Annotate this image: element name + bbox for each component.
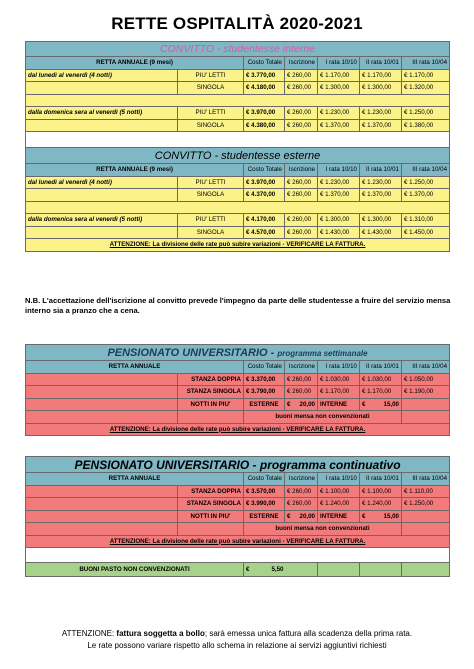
iscrizione: € 260,00	[285, 82, 318, 95]
rata1: € 1.100,00	[318, 485, 360, 498]
table-row	[26, 498, 450, 511]
nb-note: N.B. L'accettazione dell'iscrizione al convitto prevede l'impegno da parte delle studentesse a fruire del servizio mensa interno sia a pranzo che a cena.	[25, 296, 451, 315]
col-header-iscrizione: Iscrizione	[285, 164, 318, 177]
iscrizione: € 260,00	[285, 214, 318, 227]
header-label: RETTA ANNUALE (9 mesi)	[26, 57, 244, 70]
total-cost: € 3.970,00	[244, 176, 285, 189]
rata1: € 1.300,00	[318, 82, 360, 95]
col-header-total: Costo Totale	[244, 164, 285, 177]
col-header-rata2: II rata 10/01	[360, 57, 402, 70]
col-header-rata3: III rata 10/04	[402, 164, 450, 177]
col-header-iscrizione: Iscrizione	[285, 361, 318, 374]
total-cost: € 3.990,00	[244, 498, 285, 511]
rata2: € 1.300,00	[360, 214, 402, 227]
rata1: € 1.370,00	[318, 189, 360, 202]
col-header-rata3: III rata 10/04	[402, 57, 450, 70]
esterne-price: € 20,00	[285, 510, 318, 523]
header-label: RETTA ANNUALE (9 mesi)	[26, 164, 244, 177]
rata3: € 1.250,00	[402, 176, 450, 189]
rata3: € 1.190,00	[402, 386, 450, 399]
rata3: € 1.370,00	[402, 189, 450, 202]
page-title: RETTE OSPITALITÀ 2020-2021	[111, 14, 363, 33]
col-header-total: Costo Totale	[244, 473, 285, 486]
total-cost: € 3.970,00	[244, 107, 285, 120]
col-header-rata1: I rata 10/10	[318, 57, 360, 70]
col-header-rata1: I rata 10/10	[318, 164, 360, 177]
rata1: € 1.430,00	[318, 226, 360, 239]
table-row	[26, 82, 450, 95]
interne-price: € 15,00	[360, 510, 402, 523]
iscrizione: € 260,00	[285, 189, 318, 202]
warning-text: ATTENZIONE: La divisione delle rate può subire variazioni - VERIFICARE LA FATTURA.	[26, 239, 450, 252]
pensionato-settimanale-title: PENSIONATO UNIVERSITARIO - programma settimanale	[26, 345, 450, 361]
table-row	[26, 214, 450, 227]
iscrizione: € 260,00	[285, 176, 318, 189]
rata2: € 1.300,00	[360, 82, 402, 95]
rata2: € 1.100,00	[360, 485, 402, 498]
buoni-mensa-label: buoni mensa non convenzionati	[244, 523, 402, 536]
room-type: PIU' LETTI	[178, 176, 244, 189]
warning-text: ATTENZIONE: La divisione delle rate può subire variazioni - VERIFICARE LA FATTURA.	[26, 423, 450, 436]
total-cost: € 4.370,00	[244, 189, 285, 202]
col-header-rata1: I rata 10/10	[318, 361, 360, 374]
table-row	[26, 69, 450, 82]
footer-line-1: ATTENZIONE: fattura soggetta a bollo; sarà emessa unica fattura alla scadenza della prima rata.	[61, 629, 413, 638]
total-cost: € 3.770,00	[244, 69, 285, 82]
col-header-iscrizione: Iscrizione	[285, 473, 318, 486]
spacer-row	[26, 132, 450, 148]
room-type: PIU' LETTI	[178, 214, 244, 227]
rata2: € 1.170,00	[360, 69, 402, 82]
rata2: € 1.240,00	[360, 498, 402, 511]
total-cost: € 4.180,00	[244, 82, 285, 95]
rata1: € 1.030,00	[318, 373, 360, 386]
table-row	[26, 107, 450, 120]
buoni-pasto-row	[26, 563, 450, 577]
extra-nights-row	[26, 398, 450, 411]
iscrizione: € 260,00	[285, 485, 318, 498]
col-header-rata2: II rata 10/01	[360, 361, 402, 374]
rata2: € 1.430,00	[360, 226, 402, 239]
rata3: € 1.250,00	[402, 107, 450, 120]
esterne-label: ESTERNE	[244, 398, 285, 411]
total-cost: € 4.570,00	[244, 226, 285, 239]
rata3: € 1.050,00	[402, 373, 450, 386]
rata2: € 1.030,00	[360, 373, 402, 386]
table-row	[26, 373, 450, 386]
rata1: € 1.300,00	[318, 214, 360, 227]
table-row	[26, 189, 450, 202]
col-header-rata3: III rata 10/04	[402, 361, 450, 374]
rata3: € 1.450,00	[402, 226, 450, 239]
warning-text: ATTENZIONE: La divisione delle rate può subire variazioni - VERIFICARE LA FATTURA.	[26, 535, 450, 548]
footer-line-2: Le rate possono variare rispetto allo schema in relazione ai servizi aggiuntivi richiesti	[87, 641, 387, 650]
iscrizione: € 260,00	[285, 373, 318, 386]
table-row	[26, 485, 450, 498]
notti-label: NOTTI IN PIU'	[178, 398, 244, 411]
rata1: € 1.230,00	[318, 176, 360, 189]
pensionato-settimanale-table	[25, 344, 450, 436]
rata1: € 1.170,00	[318, 386, 360, 399]
col-header-total: Costo Totale	[244, 57, 285, 70]
iscrizione: € 260,00	[285, 69, 318, 82]
iscrizione: € 260,00	[285, 119, 318, 132]
rata3: € 1.110,00	[402, 485, 450, 498]
room-type: SINGOLA	[178, 119, 244, 132]
rata3: € 1.250,00	[402, 498, 450, 511]
rata1: € 1.170,00	[318, 69, 360, 82]
interne-label: INTERNE	[318, 510, 360, 523]
spacer-row	[26, 201, 450, 214]
col-header-rata3: III rata 10/04	[402, 473, 450, 486]
extra-nights-row	[26, 510, 450, 523]
room-type: STANZA DOPPIA	[178, 373, 244, 386]
iscrizione: € 260,00	[285, 107, 318, 120]
room-type: STANZA SINGOLA	[178, 386, 244, 399]
spacer-row	[26, 94, 450, 107]
total-cost: € 4.380,00	[244, 119, 285, 132]
room-type: SINGOLA	[178, 189, 244, 202]
room-type: PIU' LETTI	[178, 107, 244, 120]
notti-label: NOTTI IN PIU'	[178, 510, 244, 523]
rata2: € 1.230,00	[360, 107, 402, 120]
group-label: dal lunedì al venerdì (4 notti)	[26, 69, 178, 82]
table-row	[26, 386, 450, 399]
convitto-table	[25, 41, 450, 252]
group-label: dal lunedì al venerdì (4 notti)	[26, 176, 178, 189]
rata2: € 1.230,00	[360, 176, 402, 189]
rata3: € 1.310,00	[402, 214, 450, 227]
room-type: SINGOLA	[178, 226, 244, 239]
rata1: € 1.370,00	[318, 119, 360, 132]
iscrizione: € 260,00	[285, 226, 318, 239]
rata3: € 1.170,00	[402, 69, 450, 82]
esterne-price: € 20,00	[285, 398, 318, 411]
room-type: STANZA DOPPIA	[178, 485, 244, 498]
header-label: RETTA ANNUALE	[26, 361, 244, 374]
table-row	[26, 176, 450, 189]
total-cost: € 3.570,00	[244, 485, 285, 498]
table-row	[26, 119, 450, 132]
rata2: € 1.170,00	[360, 386, 402, 399]
total-cost: € 4.170,00	[244, 214, 285, 227]
rata3: € 1.380,00	[402, 119, 450, 132]
convitto-esterne-title: CONVITTO - studentesse esterne	[26, 148, 450, 164]
col-header-rata1: I rata 10/10	[318, 473, 360, 486]
iscrizione: € 260,00	[285, 498, 318, 511]
pensionato-continuativo-title: PENSIONATO UNIVERSITARIO - programma continuativo	[26, 457, 450, 473]
rata2: € 1.370,00	[360, 119, 402, 132]
convitto-interne-title: CONVITTO - studentesse interne	[26, 42, 450, 57]
interne-price: € 15,00	[360, 398, 402, 411]
buoni-mensa-label: buoni mensa non convenzionati	[244, 411, 402, 424]
col-header-total: Costo Totale	[244, 361, 285, 374]
room-type: SINGOLA	[178, 82, 244, 95]
spacer-row	[26, 548, 450, 563]
header-label: RETTA ANNUALE	[26, 473, 244, 486]
group-label: dalla domenica sera al venerdì (5 notti)	[26, 107, 178, 120]
rata3: € 1.320,00	[402, 82, 450, 95]
total-cost: € 3.790,00	[244, 386, 285, 399]
iscrizione: € 260,00	[285, 386, 318, 399]
room-type: STANZA SINGOLA	[178, 498, 244, 511]
rata1: € 1.230,00	[318, 107, 360, 120]
buoni-pasto-label: BUONI PASTO NON CONVENZIONATI	[26, 563, 244, 577]
pensionato-continuativo-table	[25, 456, 450, 577]
group-label: dalla domenica sera al venerdì (5 notti)	[26, 214, 178, 227]
col-header-iscrizione: Iscrizione	[285, 57, 318, 70]
room-type: PIU' LETTI	[178, 69, 244, 82]
buoni-pasto-price: € 5,50	[244, 563, 318, 577]
rata2: € 1.370,00	[360, 189, 402, 202]
col-header-rata2: II rata 10/01	[360, 164, 402, 177]
esterne-label: ESTERNE	[244, 510, 285, 523]
table-row	[26, 226, 450, 239]
interne-label: INTERNE	[318, 398, 360, 411]
col-header-rata2: II rata 10/01	[360, 473, 402, 486]
rata1: € 1.240,00	[318, 498, 360, 511]
total-cost: € 3.370,00	[244, 373, 285, 386]
